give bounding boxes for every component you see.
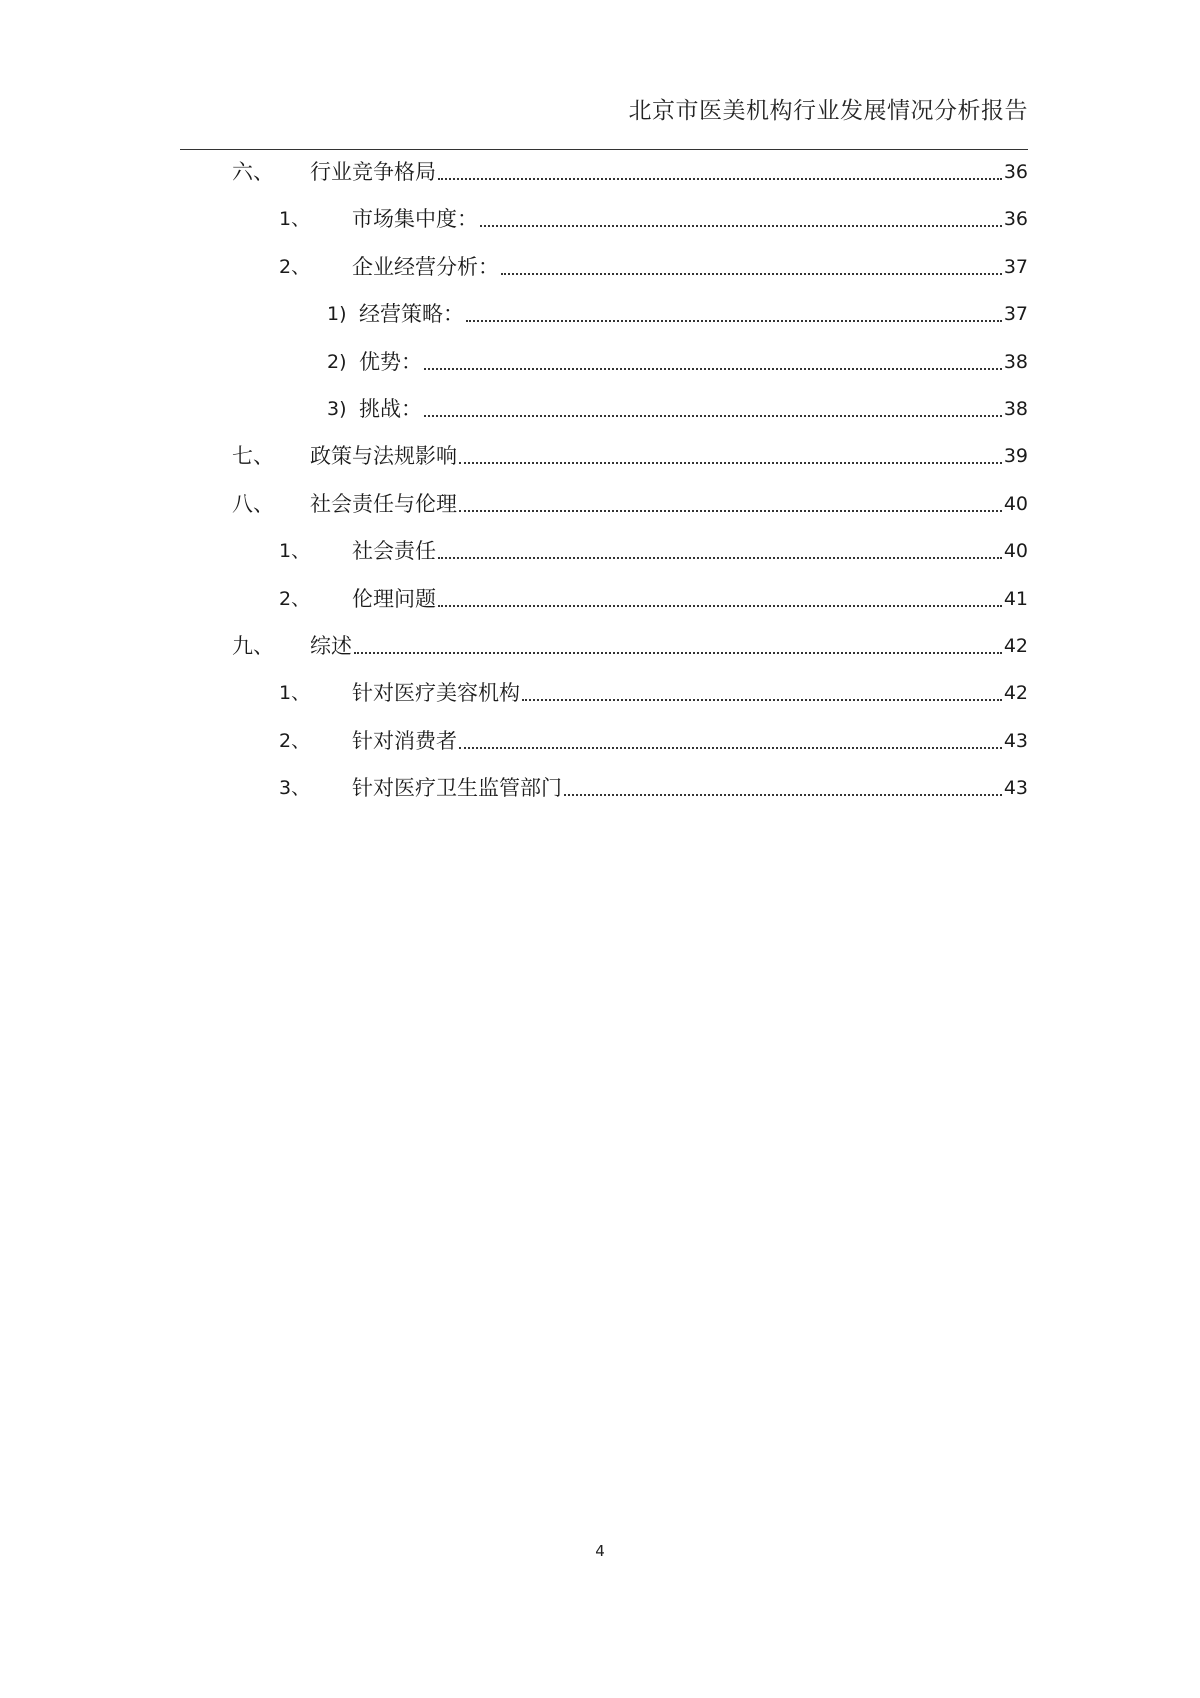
toc-entry-title: 针对医疗美容机构 xyxy=(352,681,520,706)
toc-dot-leader xyxy=(564,794,1002,796)
toc-entry-number: 1、 xyxy=(279,682,311,705)
toc-entry[interactable] xyxy=(327,394,1028,424)
toc-dot-leader xyxy=(466,320,1002,322)
toc-entry-page: 36 xyxy=(1003,208,1028,231)
toc-entry-title: 社会责任 xyxy=(352,539,436,564)
toc-dot-leader xyxy=(438,605,1002,607)
toc-entry-title: 针对医疗卫生监管部门 xyxy=(352,776,562,801)
toc-entry-title: 挑战： xyxy=(359,397,422,421)
toc-entry[interactable] xyxy=(232,441,1028,471)
toc-entry-number: 七、 xyxy=(232,444,274,469)
toc-entry-title: 伦理问题 xyxy=(352,586,436,611)
toc-entry-number: 1) xyxy=(327,303,347,326)
toc-dot-leader xyxy=(438,178,1002,180)
header-divider xyxy=(180,149,1028,150)
toc-entry-number: 1、 xyxy=(279,540,311,563)
toc-entry-page: 38 xyxy=(1003,398,1028,420)
toc-entry-number: 六、 xyxy=(232,160,274,184)
toc-dot-leader xyxy=(424,368,1002,370)
toc-entry-title: 针对消费者 xyxy=(352,728,457,753)
toc-entry-page: 43 xyxy=(1003,777,1028,800)
toc-entry-page: 37 xyxy=(1003,255,1028,278)
toc-entry-number: 八、 xyxy=(232,491,274,516)
toc-entry-page: 37 xyxy=(1003,303,1028,326)
toc-dot-leader xyxy=(459,510,1002,512)
toc-entry-number: 2) xyxy=(327,350,347,373)
toc-entry-number: 2、 xyxy=(279,729,311,752)
toc-entry[interactable] xyxy=(279,204,1028,234)
toc-entry-title: 市场集中度： xyxy=(352,207,478,232)
toc-dot-leader xyxy=(424,415,1002,417)
toc-entry[interactable] xyxy=(279,584,1028,614)
toc-entry-page: 39 xyxy=(1003,445,1028,468)
toc-entry-title: 社会责任与伦理 xyxy=(310,491,457,516)
toc-entry-title: 经营策略： xyxy=(359,302,464,327)
toc-entry-number: 1、 xyxy=(279,208,311,231)
toc-dot-leader xyxy=(480,225,1002,227)
toc-entry-page: 40 xyxy=(1003,540,1028,563)
toc-entry-number: 3、 xyxy=(279,777,311,800)
toc-dot-leader xyxy=(459,747,1002,749)
toc-entry-page: 36 xyxy=(1003,161,1028,183)
toc-entry-number: 3) xyxy=(327,398,347,420)
toc-dot-leader xyxy=(438,557,1002,559)
toc-entry-number: 2、 xyxy=(279,587,311,610)
toc-entry-title: 综述 xyxy=(310,634,352,658)
toc-entry-page: 42 xyxy=(1003,682,1028,705)
toc-entry-page: 42 xyxy=(1003,635,1028,657)
toc-entry[interactable] xyxy=(279,726,1028,756)
toc-entry-page: 38 xyxy=(1003,350,1028,373)
toc-entry-title: 政策与法规影响 xyxy=(310,444,457,469)
toc-dot-leader xyxy=(354,652,1002,654)
toc-entry-title: 行业竞争格局 xyxy=(310,160,436,184)
toc-dot-leader xyxy=(459,462,1002,464)
toc-entry-title: 优势： xyxy=(359,349,422,374)
toc-entry[interactable] xyxy=(279,536,1028,566)
toc-entry-number: 2、 xyxy=(279,255,311,278)
toc-entry[interactable] xyxy=(232,489,1028,519)
toc-entry[interactable] xyxy=(279,252,1028,282)
toc-entry-number: 九、 xyxy=(232,634,274,658)
toc-entry[interactable] xyxy=(232,631,1028,661)
toc-dot-leader xyxy=(522,699,1002,701)
toc-entry[interactable] xyxy=(327,347,1028,377)
toc-entry[interactable] xyxy=(279,773,1028,803)
toc-entry-title: 企业经营分析： xyxy=(352,254,499,279)
toc-entry-page: 43 xyxy=(1003,729,1028,752)
running-header-title: 北京市医美机构行业发展情况分析报告 xyxy=(628,98,1028,124)
toc-entry[interactable] xyxy=(232,157,1028,187)
footer-page-number: 4 xyxy=(595,1542,605,1560)
toc-entry-page: 41 xyxy=(1003,587,1028,610)
toc-entry[interactable] xyxy=(279,678,1028,708)
toc-entry[interactable] xyxy=(327,299,1028,329)
toc-entry-page: 40 xyxy=(1003,492,1028,515)
toc-dot-leader xyxy=(501,273,1002,275)
